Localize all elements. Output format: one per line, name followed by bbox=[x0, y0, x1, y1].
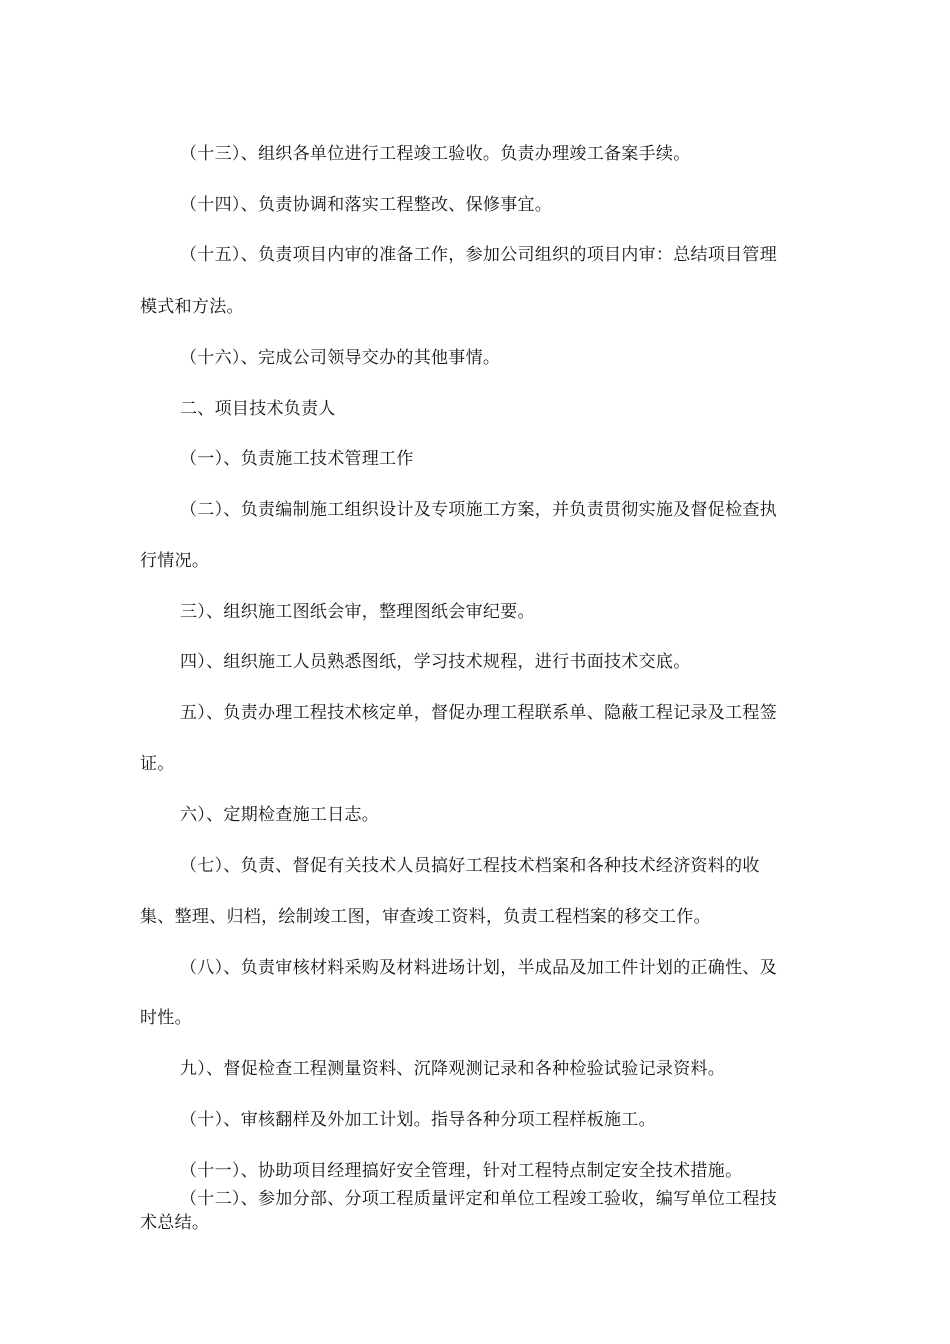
item-9: 九）、督促检查工程测量资料、沉降观测记录和各种检验试验记录资料。 bbox=[180, 1059, 726, 1079]
item-1: （一）、负责施工技术管理工作 bbox=[180, 449, 414, 469]
item-7-cont: 集、整理、归档，绘制竣工图，审查竣工资料，负责工程档案的移交工作。 bbox=[140, 907, 711, 927]
item-8-cont: 时性。 bbox=[140, 1008, 192, 1028]
item-3: 三）、组织施工图纸会审，整理图纸会审纪要。 bbox=[180, 602, 535, 622]
paragraph-14: （十四）、负责协调和落实工程整改、保修事宜。 bbox=[180, 195, 553, 215]
paragraph-15-cont: 模式和方法。 bbox=[140, 297, 244, 317]
item-10: （十）、审核翻样及外加工计划。指导各种分项工程样板施工。 bbox=[180, 1110, 656, 1130]
item-8: （八）、负责审核材料采购及材料进场计划，半成品及加工件计划的正确性、及 bbox=[180, 958, 777, 978]
item-6: 六）、定期检查施工日志。 bbox=[180, 805, 380, 825]
item-12: （十二）、参加分部、分项工程质量评定和单位工程竣工验收，编写单位工程技 bbox=[180, 1189, 777, 1209]
item-2-cont: 行情况。 bbox=[140, 551, 210, 571]
item-12-cont: 术总结。 bbox=[140, 1213, 210, 1233]
paragraph-16: （十六）、完成公司领导交办的其他事情。 bbox=[180, 348, 501, 368]
section-heading-technical-lead: 二、项目技术负责人 bbox=[180, 399, 336, 419]
item-5-cont: 证。 bbox=[140, 754, 175, 774]
item-11: （十一）、协助项目经理搞好安全管理，针对工程特点制定安全技术措施。 bbox=[180, 1161, 743, 1181]
item-4: 四）、组织施工人员熟悉图纸，学习技术规程，进行书面技术交底。 bbox=[180, 652, 691, 672]
paragraph-15: （十五）、负责项目内审的准备工作，参加公司组织的项目内审：总结项目管理 bbox=[180, 245, 777, 265]
paragraph-13: （十三）、组织各单位进行工程竣工验收。负责办理竣工备案手续。 bbox=[180, 144, 691, 164]
item-2: （二）、负责编制施工组织设计及专项施工方案，并负责贯彻实施及督促检查执 bbox=[180, 500, 777, 520]
item-5: 五）、负责办理工程技术核定单，督促办理工程联系单、隐蔽工程记录及工程签 bbox=[180, 703, 777, 723]
item-7: （七）、负责、督促有关技术人员搞好工程技术档案和各种技术经济资料的收 bbox=[180, 856, 760, 876]
